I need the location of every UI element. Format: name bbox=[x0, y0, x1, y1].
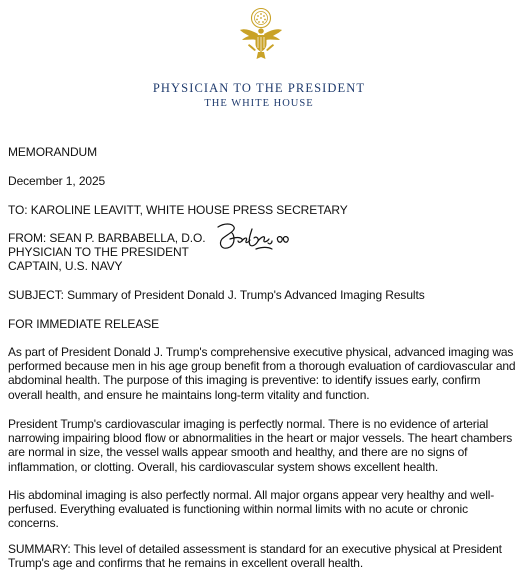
memo-date: December 1, 2025 bbox=[8, 174, 106, 188]
letterhead-subtitle: THE WHITE HOUSE bbox=[204, 98, 314, 109]
presidential-seal-icon bbox=[237, 6, 285, 66]
letterhead-title: PHYSICIAN TO THE PRESIDENT bbox=[152, 81, 366, 95]
memo-from-title: PHYSICIAN TO THE PRESIDENT bbox=[8, 245, 189, 259]
memo-paragraph-cardiovascular: President Trump's cardiovascular imaging is perfectly normal. There is no evidence of arterial narrowing impairing blood flow or abnormalities in the heart or major vessels. The heart chambers are normal in size, the vessel walls appear smooth and healthy, and there are no signs of inflammation, or clotting. Overall, his cardiovascular system shows excellent health. bbox=[8, 417, 513, 474]
memo-to: TO: KAROLINE LEAVITT, WHITE HOUSE PRESS SECRETARY bbox=[8, 203, 348, 217]
handwritten-signature-icon bbox=[212, 219, 302, 257]
memo-type: MEMORANDUM bbox=[8, 145, 97, 159]
memo-paragraph-intro: As part of President Donald J. Trump's comprehensive executive physical, advanced imaging was performed because men in his age group benefit from a thorough evaluation of cardiovascular and abdominal health. The purpose of this imaging is preventive: to identify issues early, confirm overall health, and ensure he maintains long-term vitality and function. bbox=[8, 345, 516, 402]
memo-from-rank: CAPTAIN, U.S. NAVY bbox=[8, 259, 123, 273]
memo-from: FROM: SEAN P. BARBABELLA, D.O. bbox=[8, 231, 206, 245]
memo-paragraph-abdominal: His abdominal imaging is also perfectly normal. All major organs appear very healthy and well-perfused. Everything evaluated is functioning within normal limits with no acute or chronic concerns. bbox=[8, 488, 495, 531]
memo-subject: SUBJECT: Summary of President Donald J. Trump's Advanced Imaging Results bbox=[8, 288, 425, 302]
memo-release: FOR IMMEDIATE RELEASE bbox=[8, 317, 160, 331]
memo-paragraph-summary: SUMMARY: This level of detailed assessment is standard for an executive physical at President Trump's age and confirms that he remains in excellent overall health. bbox=[8, 542, 502, 571]
